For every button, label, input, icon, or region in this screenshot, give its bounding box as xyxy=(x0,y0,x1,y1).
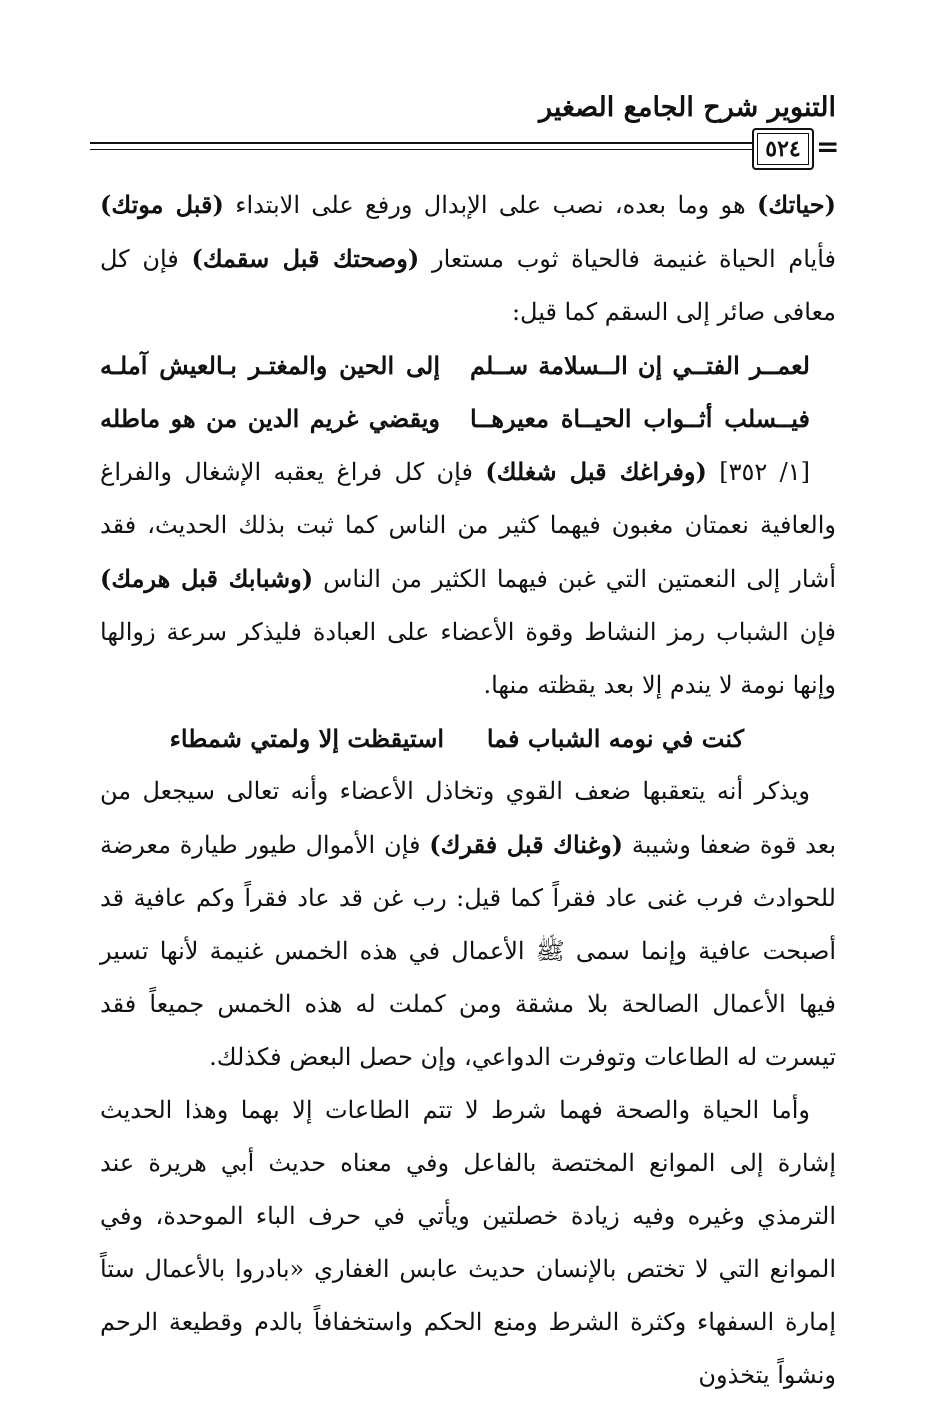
verse-hemistich: كنت في نومه الشباب فما xyxy=(486,724,744,753)
paragraph-4 xyxy=(100,1084,836,1402)
paragraph-1 xyxy=(100,178,836,339)
verse-hemistich: ويقضي غريم الدين من هو ماطله xyxy=(100,404,440,433)
page-number xyxy=(752,128,814,170)
text-run: فإن الشباب رمز النشاط وقوة الأعضاء على العبادة فليذكر سرعة زوالها وإنها نومة لا يندم إلا بعد يقظته منها. xyxy=(100,618,836,699)
text-run: وأما الحياة والصحة فهما شرط لا تتم الطاعات إلا بهما وهذا الحديث إشارة إلى الموانع المختصة بالفاعل وفي معناه حديث أبي هريرة عند الترمذي وغيره وفيه زيادة خصلتين ويأتي في حرف الباء الموحدة، وفي الموانع التي لا تختص بالإنسان حديث عابس الغفاري «بادروا بالأعمال ستاً إمارة السفهاء وكثرة الشرط ومنع الحكم واستخفافاً بالدم وقطيعة الرحم ونشواً يتخذون xyxy=(100,1096,837,1389)
header-rule-thin xyxy=(90,149,752,150)
text-run: فأيام الحياة غنيمة فالحياة ثوب مستعار xyxy=(419,245,837,273)
verse-hemistich: لعمــر الفتــي إن الــسلامة ســلم xyxy=(470,351,810,380)
text-run: فإن الأموال طيور طيارة معرضة للحوادث فرب غنى عاد فقراً كما قيل: رب غن قد عاد فقراً وكم عافية قد أصبحت عافية وإنما سمى ﷺ الأعمال في هذه الخمس غنيمة لأنها تسير فيها الأعمال الصالحة بلا مشقة ومن كملت له هذه الخمس جميعاً فقد تيسرت له الطاعات وتوفرت الدواعي، وإن حصل البعض فكذلك. xyxy=(100,831,836,1071)
text-run: [١/ ٣٥٢] xyxy=(706,458,810,486)
paragraph-2 xyxy=(100,445,836,712)
page-number-ornament: = xyxy=(816,130,840,163)
page-number-text: ٥٢٤ xyxy=(765,136,801,162)
header-rule xyxy=(90,142,752,144)
verse-2 xyxy=(100,712,836,765)
verse-hemistich: إلى الحين والمغتـر بـالعيش آملـه xyxy=(100,351,440,380)
bold-term: (وصحتك قبل سقمك) xyxy=(191,244,420,273)
text-run: هو وما بعده، نصب على الإبدال ورفع على الابتداء xyxy=(223,191,757,219)
bold-term: (وغناك قبل فقرك) xyxy=(429,830,624,859)
bold-term: (وشبابك قبل هرمك) xyxy=(100,564,314,593)
book-title: التنوير شرح الجامع الصغير xyxy=(539,92,836,123)
paragraph-3 xyxy=(100,765,836,1084)
text-run: ويذكر أنه يتعقبها ضعف القوي وتخاذل الأعضاء وأنه تعالى سيجعل من بعد قوة ضعفا وشيبة xyxy=(100,777,836,859)
verse-1-line-1 xyxy=(100,339,836,392)
bold-term: (وفراغك قبل شغلك) xyxy=(485,457,707,486)
verse-hemistich: فيــسلب أثــواب الحيــاة معيرهــا xyxy=(470,404,810,433)
bold-term: (حياتك) xyxy=(756,190,836,219)
verse-1-line-2 xyxy=(100,392,836,445)
text-run: فإن كل فراغ يعقبه الإشغال والفراغ والعافية نعمتان مغبون فيهما كثير من الناس كما ثبت بذلك الحديث، فقد أشار إلى النعمتين التي غبن فيهما الكثير من الناس xyxy=(100,458,836,593)
verse-hemistich: استيقظت إلا ولمتي شمطاء xyxy=(169,724,444,753)
text-run: فإن كل معافى صائر إلى السقم كما قيل: xyxy=(100,245,836,326)
body-text xyxy=(100,178,836,1402)
bold-term: (قبل موتك) xyxy=(100,190,224,219)
